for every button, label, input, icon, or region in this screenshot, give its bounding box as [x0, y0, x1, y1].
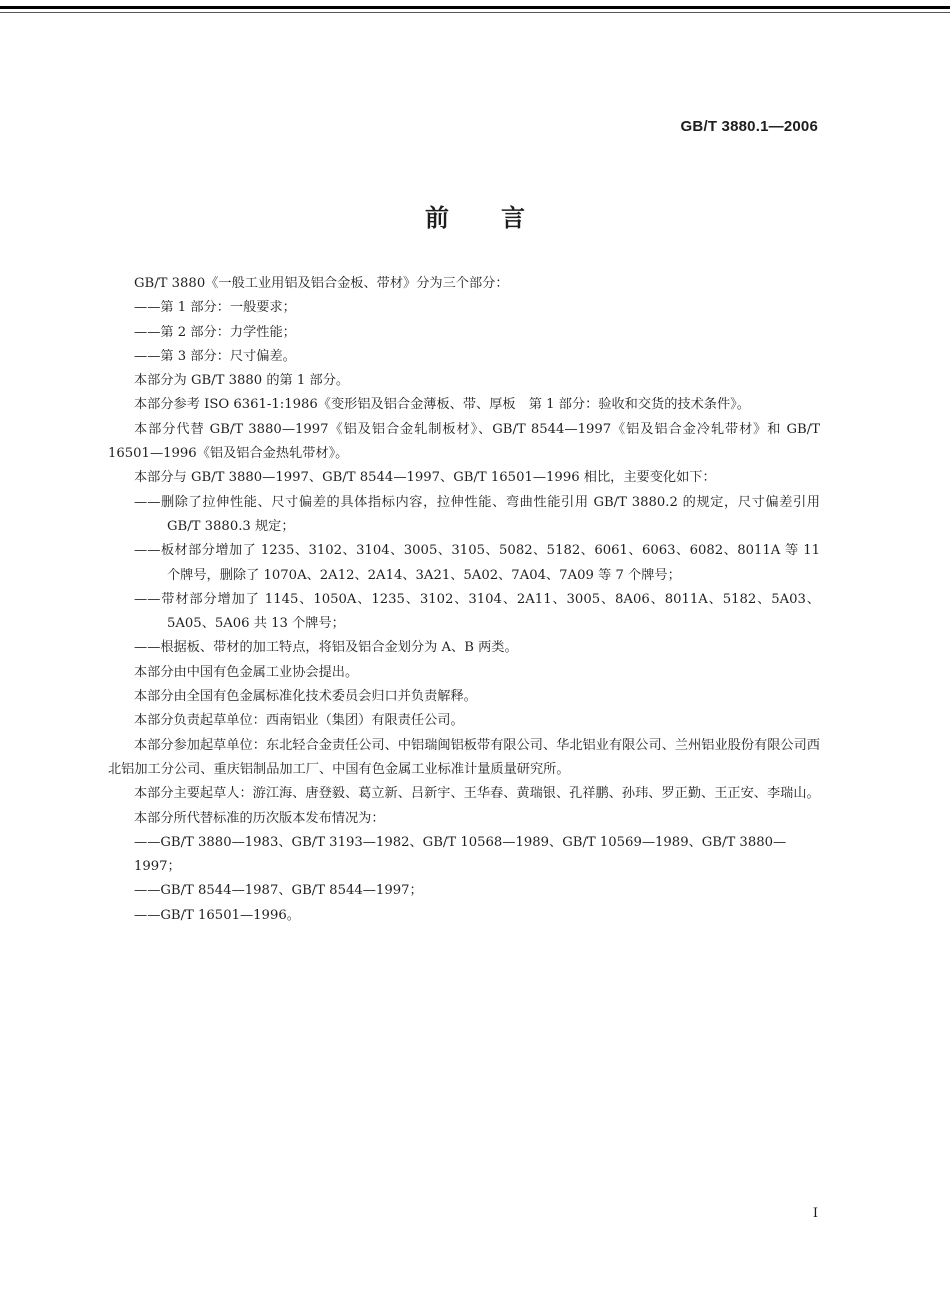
foreword-change-item-3: ——带材部分增加了 1145、1050A、1235、3102、3104、2A11、3005、8A06、8011A、5182、5A03、5A05、5A06 共 13 个牌号；	[134, 591, 820, 632]
foreword-list-item-part-3: ——第 3 部分：尺寸偏差。	[134, 348, 296, 364]
foreword-list-item-part-2: ——第 2 部分：力学性能；	[134, 324, 296, 340]
foreword-list-item-part-1: ——第 1 部分：一般要求；	[134, 300, 296, 316]
page-number: I	[812, 1206, 818, 1221]
foreword-history-item-3: ——GB/T 16501—1996。	[134, 907, 300, 923]
foreword-body	[108, 272, 820, 928]
standard-number: GB/T 3880.1—2006	[680, 118, 818, 135]
foreword-history-item-1: ——GB/T 3880—1983、GB/T 3193—1982、GB/T 10568—1989、GB/T 10569—1989、GB/T 3880—1997；	[134, 834, 787, 875]
foreword-paragraph-reference: 本部分参考 ISO 6361-1:1986《变形铝及铝合金薄板、带、厚板 第 1 部分：验收和交货的技术条件》。	[134, 397, 750, 413]
page-title: 前言	[425, 204, 577, 232]
foreword-paragraph-authors: 本部分主要起草人：游江海、唐登毅、葛立新、吕新宇、王华春、黄瑞银、孔祥鹏、孙玮、罗正勤、王正安、李瑞山。	[134, 786, 820, 802]
foreword-paragraph-history: 本部分所代替标准的历次版本发布情况为：	[134, 810, 385, 826]
foreword-paragraph-1: GB/T 3880《一般工业用铝及铝合金板、带材》分为三个部分：	[134, 276, 509, 291]
foreword-change-item-4: ——根据板、带材的加工特点，将铝及铝合金划分为 A、B 两类。	[134, 640, 518, 656]
foreword-paragraph-scope: 本部分为 GB/T 3880 的第 1 部分。	[134, 373, 350, 389]
foreword-history-item-2: ——GB/T 8544—1987、GB/T 8544—1997；	[134, 883, 423, 899]
foreword-paragraph-changes: 本部分与 GB/T 3880—1997、GB/T 8544—1997、GB/T 16501—1996 相比，主要变化如下：	[134, 470, 716, 486]
foreword-paragraph-participants: 本部分参加起草单位：东北轻合金责任公司、中铝瑞闽铝板带有限公司、华北铝业有限公司、兰州铝业股份有限公司西北铝加工分公司、重庆铝制品加工厂、中国有色金属工业标准计量质量研究所。	[108, 737, 820, 777]
foreword-paragraph-drafter: 本部分负责起草单位：西南铝业（集团）有限责任公司。	[134, 713, 464, 729]
foreword-paragraph-committee: 本部分由全国有色金属标准化技术委员会归口并负责解释。	[134, 689, 477, 705]
foreword-paragraph-replaces: 本部分代替 GB/T 3880—1997《铝及铝合金轧制板材》、GB/T 8544—1997《铝及铝合金冷轧带材》和 GB/T 16501—1996《铝及铝合金热轧带材》。	[108, 421, 820, 462]
foreword-change-item-1: ——删除了拉伸性能、尺寸偏差的具体指标内容，拉伸性能、弯曲性能引用 GB/T 3880.2 的规定，尺寸偏差引用 GB/T 3880.3 规定；	[134, 494, 820, 534]
top-border-rule	[0, 6, 950, 9]
foreword-change-item-2: ——板材部分增加了 1235、3102、3104、3005、3105、5082、5182、6061、6063、6082、8011A 等 11 个牌号，删除了 1070A、2A12、2A14、3A21、5A02、7A04、7A09 等 7 个牌号；	[134, 543, 820, 583]
top-border-thin-rule	[0, 12, 950, 13]
foreword-paragraph-proposer: 本部分由中国有色金属工业协会提出。	[134, 664, 359, 680]
